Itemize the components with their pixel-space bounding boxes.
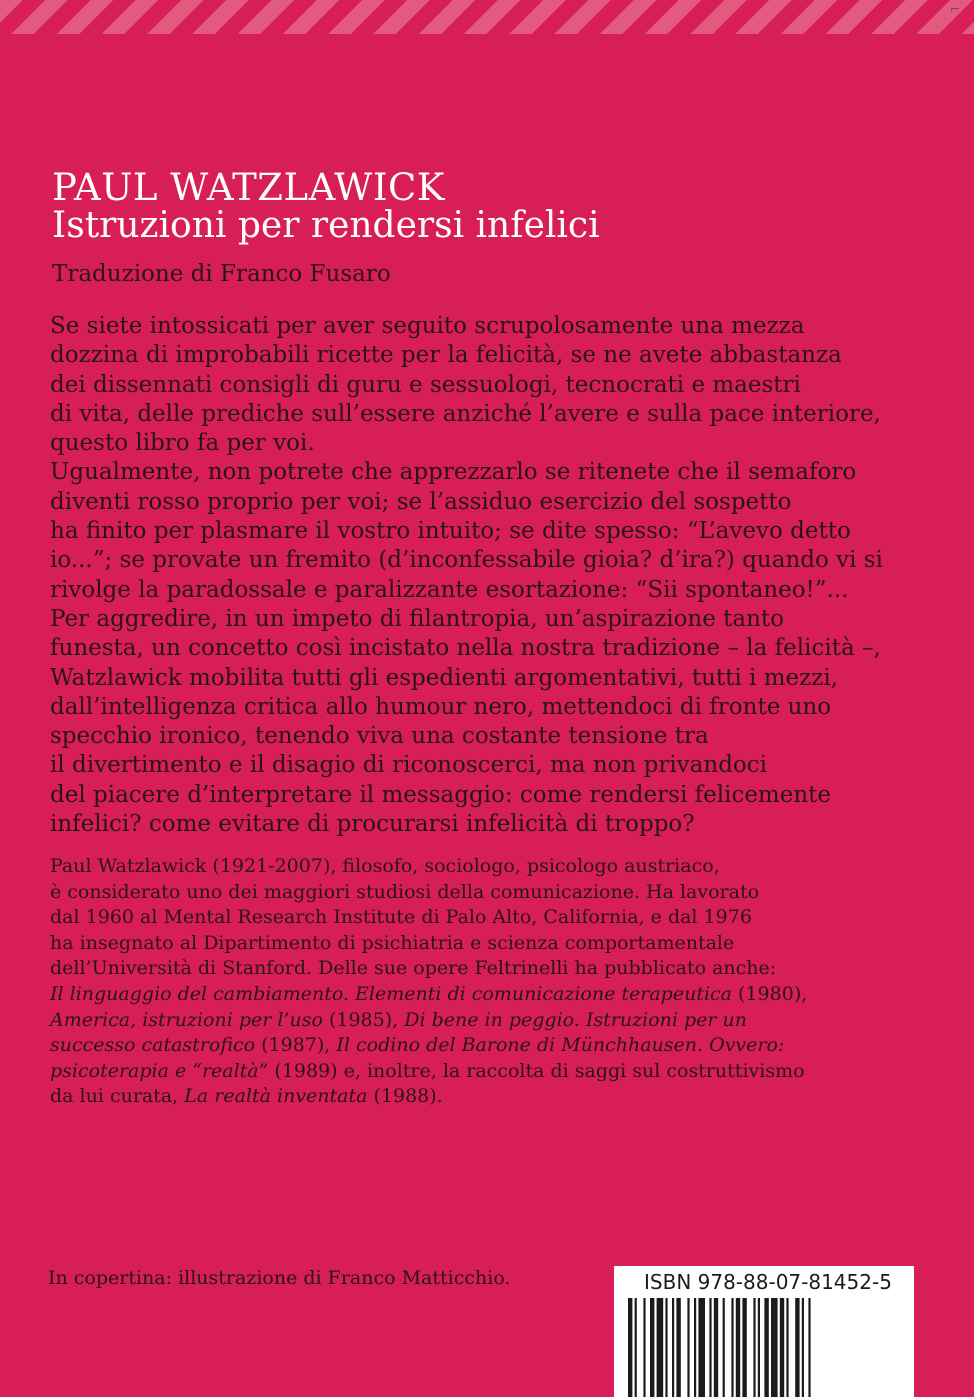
barcode-bar [672, 1298, 674, 1397]
blurb-line: questo libro fa per voi. [50, 430, 315, 457]
blurb-line: di vita, delle prediche sull’essere anziché l’avere e sulla pace interiore, [50, 400, 881, 427]
barcode-bar [786, 1298, 788, 1397]
barcode-bar [694, 1298, 696, 1397]
blurb-line: funesta, un concetto così incistato nella nostra tradizione – la felicità –, [50, 635, 881, 662]
blurb-text [50, 312, 930, 839]
blurb-line: io...”; se provate un fremito (d’inconfessabile gioia? d’ira?) quando vi si [50, 547, 883, 574]
blurb-line: dozzina di improbabili ricette per la felicità, se ne avete abbastanza [50, 342, 842, 369]
barcode-bar [676, 1298, 680, 1397]
blurb-line: Ugualmente, non potrete che apprezzarlo se ritenete che il semaforo [50, 459, 857, 486]
book-title: Istruzioni per rendersi infelici [52, 205, 600, 246]
corner-mark-icon: ⌐ [949, 2, 960, 16]
blurb-line: Se siete intossicati per aver seguito scrupolosamente una mezza [50, 313, 805, 339]
work-title: successo catastrofico [50, 1034, 256, 1057]
bio-line: Paul Watzlawick (1921-2007), filosofo, sociologo, psicologo austriaco, [50, 855, 720, 877]
barcode-bar [742, 1298, 746, 1397]
barcode-bar [628, 1298, 632, 1397]
bio-line: Il linguaggio del cambiamento. Elementi di comunicazione terapeutica (1980), [50, 982, 808, 1005]
bio-line: psicoterapia e “realtà” (1989) e, inoltre, la raccolta di saggi sul costruttivismo [50, 1059, 805, 1082]
barcode-bar [771, 1298, 778, 1397]
author-name: PAUL WATZLAWICK [52, 166, 445, 209]
barcode-bar [808, 1298, 810, 1397]
bio-line: America, istruzioni per l’uso (1985), Di bene in peggio. Istruzioni per un [50, 1008, 747, 1031]
barcode-panel [614, 1266, 914, 1397]
bio-line: da lui curata, La realtà inventata (1988). [50, 1085, 443, 1108]
author-bio [50, 854, 930, 1110]
work-title: Di bene in peggio. Istruzioni per un [404, 1008, 747, 1031]
blurb-line: specchio ironico, tenendo viva una costante tensione tra [50, 723, 709, 750]
work-title: Il linguaggio del cambiamento. Elementi di comunicazione terapeutica [50, 982, 733, 1005]
barcode-bar [802, 1298, 804, 1397]
barcode-bar [764, 1298, 768, 1397]
barcode-bar [657, 1298, 664, 1397]
blurb-line: del piacere d’interpretare il messaggio: come rendersi felicemente [50, 781, 832, 808]
blurb-line: diventi rosso proprio per voi; se l’assiduo esercizio del sospetto [50, 488, 792, 515]
bio-line: è considerato uno dei maggiori studiosi della comunicazione. Ha lavorato [50, 880, 760, 903]
blurb-line: il divertimento e il disagio di riconoscerci, ma non privandoci [50, 752, 768, 779]
blurb-line: Per aggredire, in un impeto di filantropia, un’aspirazione tanto [50, 605, 785, 632]
bio-line: dal 1960 al Mental Research Institute di Palo Alto, California, e dal 1976 [50, 906, 752, 929]
blurb-line: infelici? come evitare di procurarsi infelicità di troppo? [50, 811, 695, 838]
work-title: America, istruzioni per l’uso [50, 1008, 323, 1031]
blurb-line: dei dissennati consigli di guru e sessuologi, tecnocrati e maestri [50, 371, 801, 398]
work-title: Il codino del Barone di Münchhausen. Ovvero: [336, 1034, 785, 1057]
barcode-bar [643, 1298, 645, 1397]
barcode-bar [758, 1298, 760, 1397]
cover-credit: In copertina: illustrazione di Franco Matticchio. [48, 1267, 511, 1289]
barcode-bar [714, 1298, 718, 1397]
isbn-label: ISBN 978-88-07-81452-5 [644, 1270, 892, 1294]
translator-credit: Traduzione di Franco Fusaro [52, 261, 391, 287]
barcode-bar [665, 1298, 667, 1397]
barcode-bar [698, 1298, 705, 1397]
bio-line: ha insegnato al Dipartimento di psichiatria e scienza comportamentale [50, 931, 735, 954]
barcode-bar [687, 1298, 689, 1397]
barcode-bar [709, 1298, 711, 1397]
work-title: psicoterapia e “realtà” [50, 1059, 269, 1082]
barcode-bar [736, 1298, 740, 1397]
blurb-line: ha finito per plasmare il vostro intuito; se dite spesso: “L’avevo detto [50, 518, 851, 545]
bio-line: successo catastrofico (1987), Il codino del Barone di Münchhausen. Ovvero: [50, 1034, 785, 1057]
top-stripe-band [0, 0, 974, 34]
barcode-bar [780, 1298, 784, 1397]
blurb-line: dall’intelligenza critica allo humour nero, mettendoci di fronte uno [50, 693, 832, 720]
barcode-icon [628, 1298, 900, 1397]
blurb-line: Watzlawick mobilita tutti gli espedienti argomentativi, tutti i mezzi, [50, 664, 839, 691]
bio-line: dell’Università di Stanford. Delle sue opere Feltrinelli ha pubblicato anche: [50, 957, 777, 980]
barcode-bar [795, 1298, 799, 1397]
barcode-bar [635, 1298, 637, 1397]
barcode-bar [650, 1298, 654, 1397]
barcode-bar [753, 1298, 755, 1397]
barcode-bar [723, 1298, 725, 1397]
work-title: La realtà inventata [184, 1085, 368, 1108]
barcode-bar [731, 1298, 733, 1397]
blurb-line: rivolge la paradossale e paralizzante esortazione: “Sii spontaneo!”... [50, 576, 849, 603]
